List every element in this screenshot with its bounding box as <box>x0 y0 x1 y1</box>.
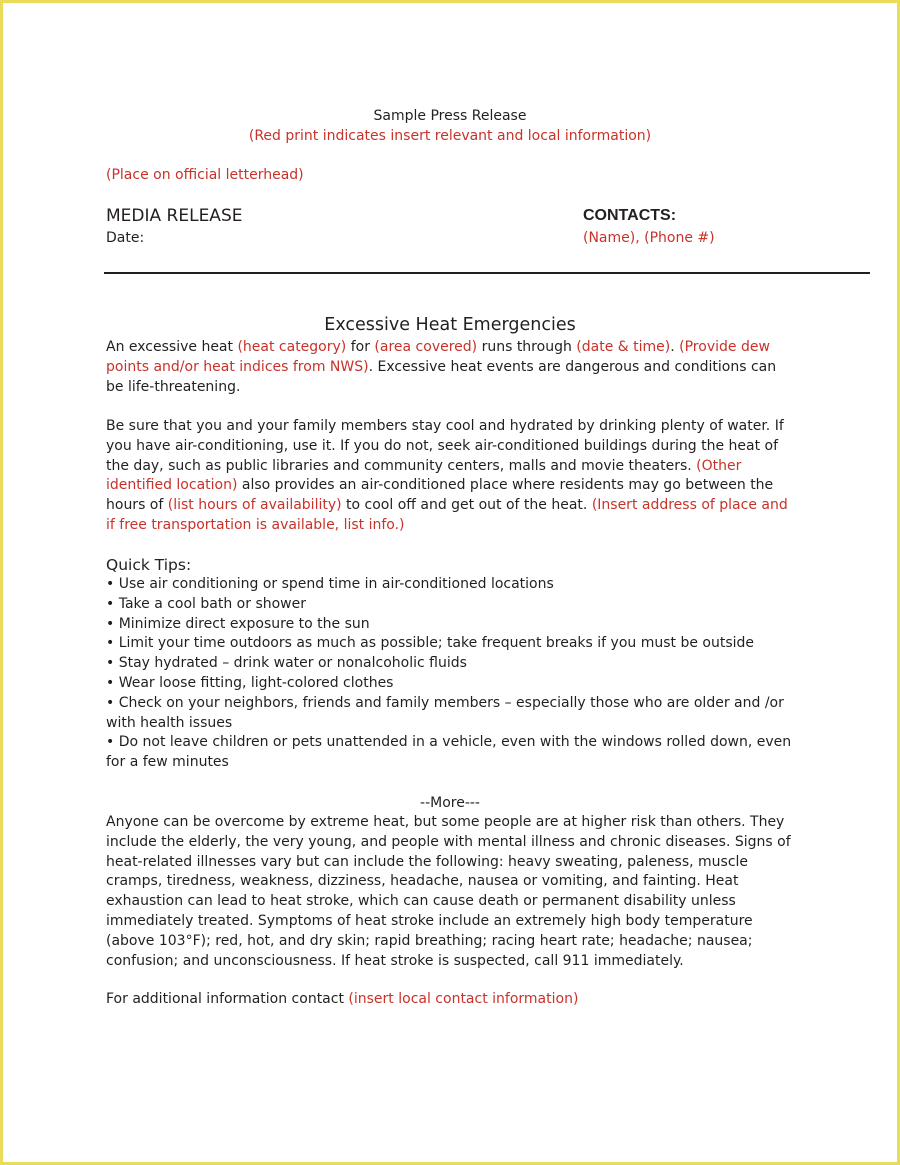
closing-line <box>106 990 796 1010</box>
p2-text-1: Be sure that you and your family members stay cool and hydrated by drinking plenty of water. If you have air-conditioning, use it. If you do not, seek air-conditioned buildings during the heat of the day, such as public libraries and community centers, malls and movie theaters. <box>106 418 784 474</box>
p2-text-2: also provides an air-conditioned place where residents may go between the hours of <box>106 477 774 514</box>
list-item: • Limit your time outdoors as much as possible; take frequent breaks if you must be outside <box>106 635 755 652</box>
quick-tips-section <box>106 555 796 773</box>
p2-insert-location: (Other identified location) <box>106 457 742 494</box>
intro-paragraph <box>106 338 796 397</box>
p1-insert-heat-category: (heat category) <box>237 339 347 355</box>
letterhead-note: (Place on official letterhead) <box>106 167 304 183</box>
quick-tips-list <box>106 575 796 773</box>
document-title: Sample Press Release <box>373 108 527 124</box>
closing-insert-contact: (insert local contact information) <box>348 991 579 1007</box>
p1-text-2: for <box>346 339 375 355</box>
list-item: • Check on your neighbors, friends and family members – especially those who are older and /or with health issues <box>106 694 784 731</box>
media-release-label: MEDIA RELEASE <box>106 206 243 226</box>
list-item: • Stay hydrated – drink water or nonalcoholic fluids <box>106 655 467 672</box>
p1-text-3: runs through <box>477 339 577 355</box>
p1-text-4: . <box>670 339 680 355</box>
red-print-note: (Red print indicates insert relevant and local information) <box>248 128 652 144</box>
more-marker: --More--- <box>420 795 480 811</box>
p1-insert-area: (area covered) <box>374 339 478 355</box>
p2-insert-hours: (list hours of availability) <box>167 497 342 514</box>
list-item: • Take a cool bath or shower <box>106 595 306 612</box>
p2-text-3: to cool off and get out of the heat. <box>341 497 592 514</box>
p1-insert-dew-points: (Provide dew points and/or heat indices from NWS) <box>106 339 770 375</box>
closing-text: For additional information contact <box>106 991 349 1007</box>
list-item: • Wear loose fitting, light-colored clothes <box>106 674 394 691</box>
cooling-paragraph <box>106 417 796 536</box>
headline: Excessive Heat Emergencies <box>324 315 576 335</box>
p1-text-5: . Excessive heat events are dangerous and conditions can be life-threatening. <box>106 358 777 395</box>
quick-tips-title: Quick Tips: <box>106 556 192 574</box>
p1-text-1: An excessive heat <box>106 339 238 355</box>
p1-insert-date-time: (date & time) <box>576 339 671 355</box>
risk-paragraph <box>106 813 796 971</box>
list-item: • Do not leave children or pets unattended in a vehicle, even with the windows rolled down, even for a few minutes <box>106 734 792 771</box>
p2-insert-address: (Insert address of place and if free transportation is available, list info.) <box>106 497 788 533</box>
list-item: • Minimize direct exposure to the sun <box>106 615 370 632</box>
date-label: Date: <box>106 230 145 246</box>
list-item: • Use air conditioning or spend time in air-conditioned locations <box>106 576 554 592</box>
contacts-value: (Name), (Phone #) <box>583 230 715 246</box>
risk-paragraph-text: Anyone can be overcome by extreme heat, but some people are at higher risk than others. They include the elderly, the very young, and people with mental illness and chronic diseases. Signs of heat-related illnesses vary but can include the following: heavy sweating, paleness, muscle cramps, tiredness, weakness, dizziness, headache, nausea or vomiting, and fainting. Heat exhaustion can lead to heat stroke, which can cause death or permanent disability unless immediately treated. Symptoms of heat stroke include an extremely high body temperature (above 103°F); red, hot, and dry skin; rapid breathing; racing heart rate; headache; nausea; confusion; and unconsciousness. If heat stroke is suspected, call 911 immediately. <box>106 814 791 969</box>
header-divider <box>104 272 870 274</box>
contacts-label: CONTACTS: <box>583 207 677 224</box>
